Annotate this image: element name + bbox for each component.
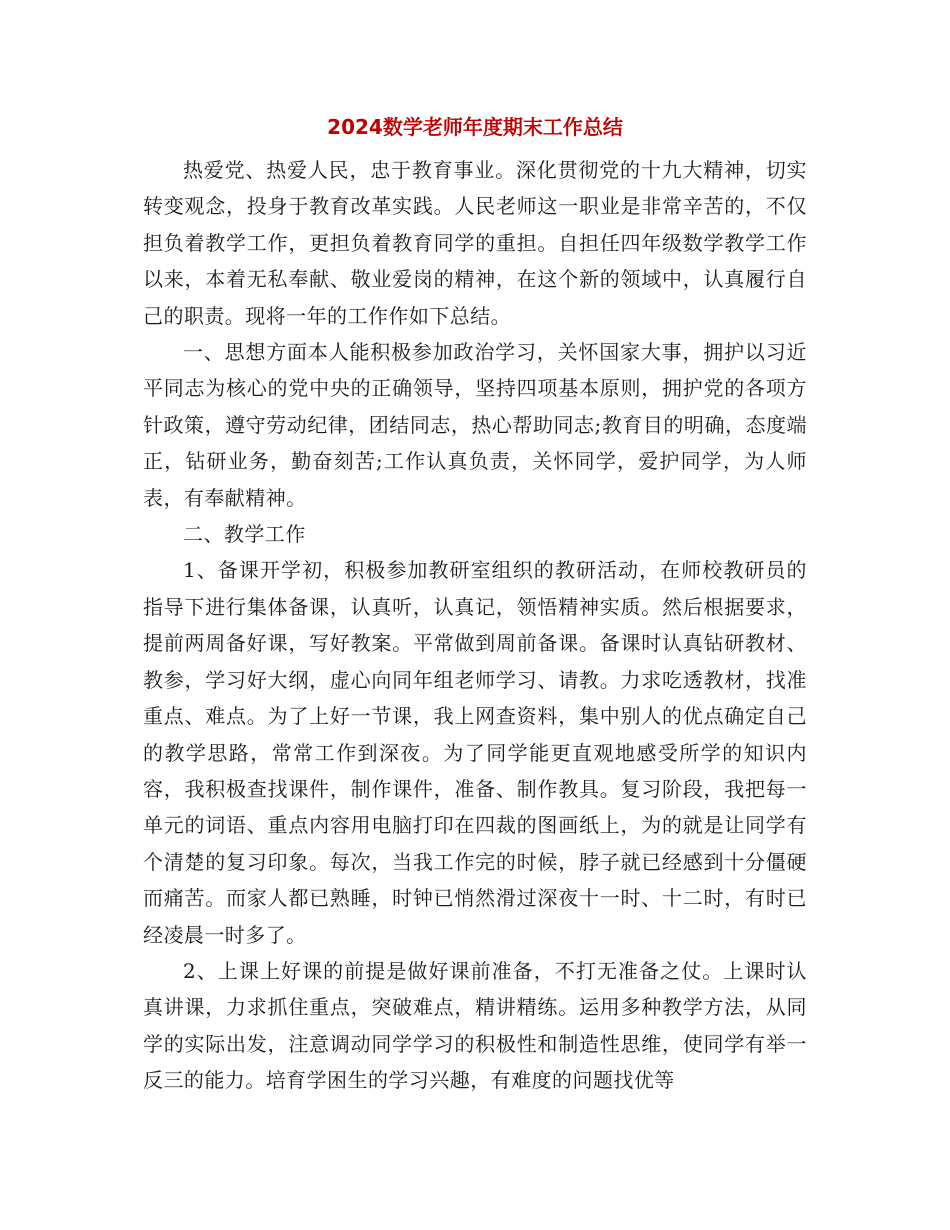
document-title: 2024数学老师年度期末工作总结 bbox=[327, 115, 623, 139]
paragraph-classes: 2、上课上好课的前提是做好课前准备，不打无准备之仗。上课时认真讲课，力求抓住重点，突破难点，精讲精练。运用多种教学方法，从同学的实际出发，注意调动同学学习的积极性和制造性思维，使同学有举一反三的能力。培育学困生的学习兴趣，有难度的问题找优等 bbox=[143, 958, 807, 1093]
section-heading-teaching: 二、教学工作 bbox=[183, 522, 306, 547]
paragraph-intro: 热爱党、热爱人民，忠于教育事业。深化贯彻党的十九大精神，切实转变观念，投身于教育改革实践。人民老师这一职业是非常辛苦的，不仅担负着教学工作，更担负着教育同学的重担。自担任四年级数学教学工作以来，本着无私奉献、敬业爱岗的精神，在这个新的领域中，认真履行自己的职责。现将一年的工作作如下总结。 bbox=[143, 158, 807, 328]
paragraph-ideology: 一、思想方面本人能积极参加政治学习，关怀国家大事，拥护以习近平同志为核心的党中央的正确领导，坚持四项基本原则，拥护党的各项方针政策，遵守劳动纪律，团结同志，热心帮助同志;教育目的明确，态度端正，钻研业务，勤奋刻苦;工作认真负责，关怀同学，爱护同学，为人师表，有奉献精神。 bbox=[143, 340, 807, 510]
paragraph-lesson-prep: 1、备课开学初，积极参加教研室组织的教研活动，在师校教研员的指导下进行集体备课，认真听，认真记，领悟精神实质。然后根据要求，提前两周备好课，写好教案。平常做到周前备课。备课时认真钻研教材、教参，学习好大纲，虚心向同年组老师学习、请教。力求吃透教材，找准重点、难点。为了上好一节课，我上网查资料，集中别人的优点确定自己的教学思路，常常工作到深夜。为了同学能更直观地感受所学的知识内容，我积极查找课件，制作课件，准备、制作教具。复习阶段，我把每一单元的词语、重点内容用电脑打印在四裁的图画纸上，为的就是让同学有个清楚的复习印象。每次，当我工作完的时候，脖子就已经感到十分僵硬而痛苦。而家人都已熟睡，时钟已悄然滑过深夜十一时、十二时，有时已经凌晨一时多了。 bbox=[143, 558, 807, 947]
document-body bbox=[143, 152, 807, 1099]
